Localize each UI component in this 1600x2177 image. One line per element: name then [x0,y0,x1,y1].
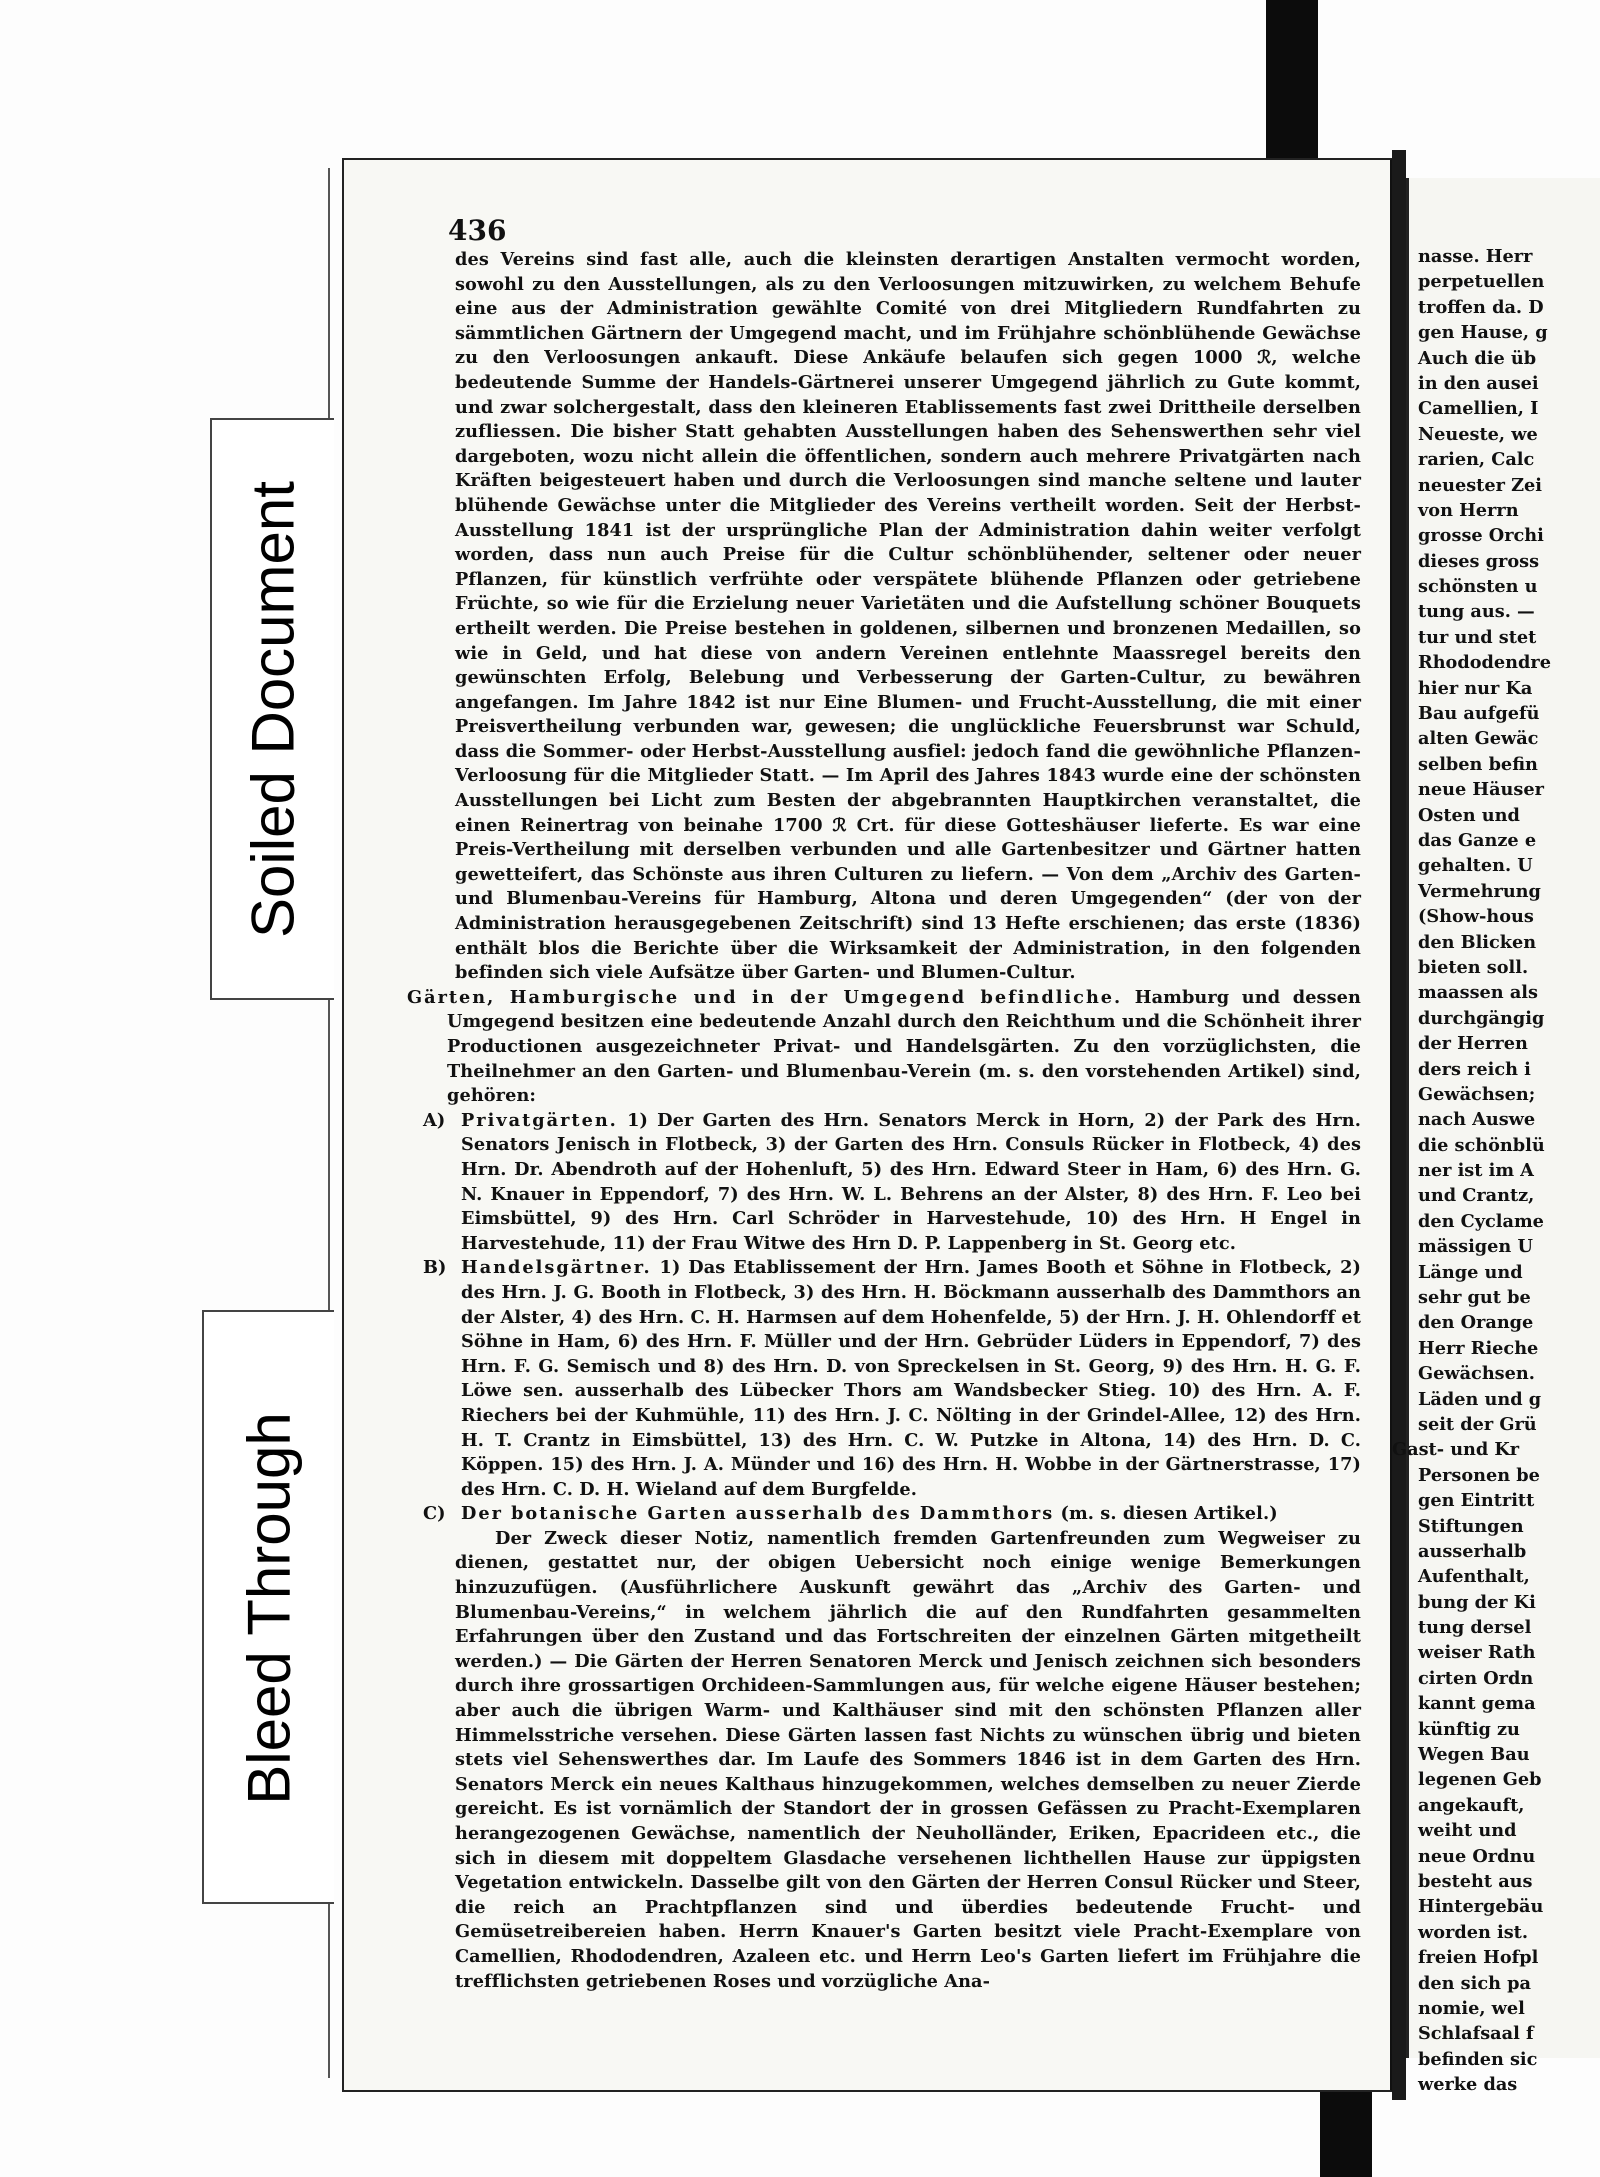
right-page-line: worden ist. [1418,1921,1528,1943]
right-page-line: angekauft, [1418,1794,1525,1816]
item-text: 1) Der Garten des Hrn. Senators Merck in Horn, 2) der Park des Hrn. Senators Jenisch in Flotbeck, 3) der Garten des Hrn. Consuls Rücker in Flotbeck, 4) des Hrn. Dr. Abendroth auf der Hohenluft, 5) des Hrn. Edward Steer in Ham, 6) des Hrn. G. N. Knauer in Eppendorf, 7) des Hrn. W. L. Behrens an der Alster, 8) des Hrn. F. Leo bei Eimsbüttel, 9) des Hrn. Carl Schröder in Harvestehude, 10) des Hrn. H Engel in Harvestehude, 11) der Frau Witwe des Hrn D. P. Lappenberg in St. Georg etc. [461,1109,1361,1254]
right-page-line: tung aus. — [1418,601,1535,623]
right-page-line: den Blicken [1418,931,1537,953]
right-page-line: gen Hause, g [1418,322,1548,344]
right-page-line: Länge und [1418,1261,1523,1283]
right-page-line: (Show-hous [1418,906,1534,928]
right-page-line: ausserhalb [1418,1540,1527,1562]
item-body [461,1502,1361,1527]
right-page-line: künftig zu [1418,1718,1520,1740]
right-page-line: alten Gewäc [1418,728,1539,750]
right-page-line: Bau aufgefü [1418,703,1540,725]
right-page-line: mässigen U [1418,1236,1533,1258]
right-page-line: legenen Geb [1418,1769,1542,1791]
item-title: Privatgärten. [461,1109,618,1131]
right-page-line: besteht aus [1418,1871,1533,1892]
right-page-line: von Herrn [1418,499,1519,521]
right-page-line: den sich pa [1418,1972,1531,1994]
item-label: C) [423,1503,446,1525]
right-page-line: Camellien, I [1418,398,1539,420]
right-page-line: bieten soll. [1418,956,1529,978]
intro-paragraph: des Vereins sind fast alle, auch die kleinsten derartigen Anstalten vermocht worden, sowohl zu den Ausstellungen, als zu den Verloosungen mitzuwirken, zu welchem Behufe eine aus der Administration gewählte Comité von drei Mitgliedern Rundfahrten zu sämmtlichen Gärtnern der Umgegend macht, und im Frühjahre schönblühende Gewächse zu den Verloosungen ankauft. Diese Ankäufe belaufen sich gegen 1000 ℛ, welche bedeutende Summe der Handels-Gärtnerei unserer Umgegend jährlich zu Gute kommt, und zwar solchergestalt, dass den kleineren Etablissements fast zwei Drittheile derselben zufliessen. Die bisher Statt gehabten Ausstellungen haben des Sehenswerthen sehr viel dargeboten, wozu nicht allein die öffentlichen, sondern auch mehrere Privatgärten nach Kräften beigesteuert haben und durch die Verloosungen sind manche seltene und lauter blühende Gewächse unter die Mitglieder des Vereins vertheilt worden. Seit der Herbst-Ausstellung 1841 ist der ursprüngliche Plan der Administration dahin weiter verfolgt worden, dass nun auch Preise für die Cultur schönblühender, seltener oder neuer Pflanzen, für künstlich verfrühte oder verspätete blühende Pflanzen oder getriebene Früchte, so wie für die Erzielung neuer Varietäten und die Aufstellung schöner Bouquets ertheilt werden. Die Preise bestehen in goldenen, silbernen und bronzenen Medaillen, so wie in Geld, und hat diese von andern Vereinen entlehnte Maassregel bereits den gewünschten Erfolg, Belebung und Verbesserung der Garten-Cultur, zu bewähren angefangen. Im Jahre 1842 ist nur Eine Blumen- und Frucht-Ausstellung, die mit einer Preisvertheilung verbunden war, gewesen; die unglückliche Feuersbrunst war Schuld, dass die Sommer- oder Herbst-Ausstellung ausfiel: jedoch fand die gewöhnliche Pflanzen-Verloosung für die Mitglieder Statt. — Im April des Jahres 1843 wurde eine der schönsten Ausstellungen bei Licht zum Besten der abgebrannten Hauptkirchen veranstaltet, die einen Reinertrag von beinahe 1700 ℛ Crt. für diese Gotteshäuser lieferte. Es war eine Preis-Vertheilung mit derselben verbunden und alle Gartenbesitzer und Gärtner hatten gewetteifert, das Schönste aus ihren Culturen zu liefern. — Von dem „Archiv des Garten- und Blumenbau-Vereins für Hamburg, Altona und deren Umgegenden“ (der von der Administration herausgegebenen Zeitschrift) sind 13 Hefte erschienen; das erste (1836) enthält blos die Berichte über die Wirksamkeit der Administration, in den folgenden befinden sich viele Aufsätze über Garten- und Blumen-Cultur. [455,249,1361,984]
soiled-document-label: Soiled Document [239,481,307,938]
right-page-line: Neueste, we [1418,423,1538,445]
item-label: A) [423,1109,446,1131]
right-page-line: Läden und g [1418,1388,1542,1410]
right-page-line: Hintergebäu [1418,1896,1544,1918]
list-item [423,1109,1361,1257]
right-page-line: ner ist im A [1418,1160,1534,1182]
item-body [461,1109,1361,1257]
right-page-line: der Herren [1418,1033,1528,1055]
item-label: B) [423,1257,447,1279]
right-page-line: Gewächsen; [1418,1083,1536,1105]
list-item [423,1502,1361,1527]
right-page-line: neue Ordnu [1418,1845,1536,1867]
right-page-line: freien Hofpl [1418,1947,1539,1969]
right-page-line: die schönblü [1418,1134,1545,1156]
right-page-line: kannt gema [1418,1693,1536,1715]
right-page-line: tung dersel [1418,1617,1532,1639]
right-page-line: ders reich i [1418,1058,1531,1080]
right-page-line: maassen als [1418,982,1538,1004]
right-page-line: hier nur Ka [1418,677,1533,699]
right-page-line: selben befin [1418,753,1538,775]
bleed-through-label: Bleed Through [235,1412,303,1805]
right-page-line: perpetuellen [1418,271,1545,293]
right-page-line: neuester Zei [1418,474,1542,496]
section-title: Gärten, Hamburgische und in der Umgegend befindliche. [407,986,1123,1008]
main-text [407,248,1361,1994]
item-title: Der botanische Garten ausserhalb des Dammthors [461,1503,1055,1525]
right-page-line: Wegen Bau [1418,1744,1530,1766]
right-page-text [1392,244,1600,2098]
right-page-line: durchgängig [1418,1007,1545,1029]
item-body [461,1256,1361,1502]
right-page-line: grosse Orchi [1418,525,1544,547]
right-page-line: befinden sic [1418,2048,1538,2070]
right-page-line: gehalten. U [1418,855,1533,877]
right-page-line: neue Häuser [1418,779,1544,801]
right-page-line: Osten und [1418,804,1520,826]
right-page-line: Aufenthalt, [1418,1566,1530,1588]
item-text: 1) Das Etablissement der Hrn. James Booth et Söhne in Flotbeck, 2) des Hrn. J. G. Booth in Flotbeck, 3) des Hrn. H. Böckmann ausserhalb des Dammthors an der Alster, 4) des Hrn. C. H. Harmsen auf dem Hohenfelde, 5) der Hrn. J. H. Ohlendorff et Söhne in Ham, 6) des Hrn. F. Müller und der Hrn. Gebrüder Lüders in Eppendorf, 7) des Hrn. F. G. Semisch und 8) des Hrn. D. von Spreckelsen in St. Georg, 9) des Hrn. H. G. F. Löwe sen. ausserhalb des Lübecker Thors am Wandsbecker Stieg. 10) des Hrn. A. F. Riechers bei der Kuhmühle, 11) des Hrn. J. C. Nölting in der Grindel-Allee, 12) des Hrn. H. T. Crantz in Eimsbüttel, 13) des Hrn. C. W. Putzke in Altona, 14) des Hrn. D. C. Köppen. 15) des Hrn. J. A. Münder und 16) des Hrn. H. Wobbe in der Gärtnerstrasse, 17) des Hrn. C. D. H. Wieland auf dem Burgfelde. [461,1257,1361,1500]
list-item [423,1256,1361,1502]
page-number: 436 [448,214,507,247]
right-page-line: Herr Rieche [1418,1337,1539,1359]
right-page-line: Stiftungen [1418,1515,1524,1537]
right-page-line: gen Eintritt [1418,1490,1535,1512]
section-intro: Hamburg und dessen Umgegend besitzen eine bedeutende Anzahl durch den Reichthum und die Schönheit ihrer Productionen ausgezeichneter Privat- und Handelsgärten. Zu den vorzüglichsten, die Theilnehmer an den Garten- und Blumenbau-Verein (m. s. den vorstehenden Artikel) sind, gehören: [447,986,1361,1107]
right-page-line: das Ganze e [1418,829,1537,851]
right-page-line: Auch die üb [1418,347,1537,369]
right-page-line: Gewächsen. [1418,1363,1535,1385]
right-page-line: weiht und [1418,1820,1517,1842]
gutter-shadow [1392,150,1406,2100]
right-page-line: nomie, wel [1418,1997,1525,2019]
right-page-line: Gast- und Kr [1392,1439,1520,1461]
item-text: (m. s. diesen Artikel.) [1060,1503,1278,1525]
right-page-line: tur und stet [1418,626,1537,648]
binding-spine-top [1266,0,1318,175]
bleed-through-tab [202,1310,334,1904]
section-paragraph [407,986,1361,1109]
right-page-line: schönsten u [1418,576,1538,598]
right-page-line: cirten Ordn [1418,1667,1534,1689]
right-page-line: nach Auswe [1418,1109,1536,1131]
right-page-line: den Orange [1418,1312,1534,1334]
right-page-line: seit der Grü [1418,1413,1537,1435]
right-page-line: in den ausei [1418,372,1539,394]
item-title: Handelsgärtner. [461,1257,652,1279]
right-page-line: Vermehrung [1418,880,1541,902]
right-page-line: Rhododendre [1418,652,1551,674]
right-page-line: bung der Ki [1418,1591,1536,1613]
right-page-line: den Cyclame [1418,1210,1544,1232]
right-page-line: sehr gut be [1418,1287,1531,1309]
right-page-line: nasse. Herr [1418,246,1533,267]
soiled-document-tab [210,418,334,1000]
right-page-line: und Crantz, [1418,1185,1535,1207]
right-page-line: weiser Rath [1418,1642,1536,1664]
right-page-line: Schlafsaal f [1418,2023,1534,2045]
right-page-line: troffen da. D [1418,296,1544,318]
right-page-line: Personen be [1418,1464,1540,1486]
right-page-line: dieses gross [1418,550,1540,572]
right-page-line: werke das [1418,2074,1518,2096]
right-page-line: rarien, Calc [1418,449,1535,471]
closing-paragraph: Der Zweck dieser Notiz, namentlich fremden Gartenfreunden zum Wegweiser zu dienen, gestattet nur, der obigen Uebersicht noch einige wenige Bemerkungen hinzuzufügen. (Ausführlichere Auskunft gewährt das „Archiv des Garten- und Blumenbau-Vereins,“ in welchem jährlich die auf den Rundfahrten gesammelten Erfahrungen über den Zustand und das Fortschreiten der einzelnen Gärten mitgetheilt werden.) — Die Gärten der Herren Senatoren Merck und Jenisch zeichnen sich besonders durch ihre grossartigen Orchideen-Sammlungen aus, für welche eigene Häuser bestehen; aber auch die übrigen Warm- und Kalthäuser sind mit den schönsten Pflanzen aller Himmelsstriche versehen. Diese Gärten lassen fast Nichts zu wünschen übrig und bieten stets viel Sehenswerthes dar. Im Laufe des Sommers 1846 ist in dem Garten des Hrn. Senators Merck ein neues Kalthaus hinzugekommen, welches demselben zu neuer Zierde gereicht. Es ist vornämlich der Standort der in grossen Gefässen zu Pracht-Exemplaren herangezogenen Gewächse, namentlich der Neuholländer, Eriken, Epacrideen etc., die sich in diesem mit doppeltem Glasdache versehenen lichthellen Hause zur üppigsten Vegetation entwickeln. Dasselbe gilt von den Gärten der Herren Consul Rücker und Steer, die reich an Prachtpflanzen sind und überdies bedeutende Frucht- und Gemüsetreibereien haben. Herrn Knauer's Garten besitzt viele Pracht-Exemplare von Camellien, Rhododendren, Azaleen etc. und Herrn Leo's Garten liefert im Frühjahre die trefflichsten getriebenen Roses und vorzügliche Ana- [455,1527,1361,1992]
